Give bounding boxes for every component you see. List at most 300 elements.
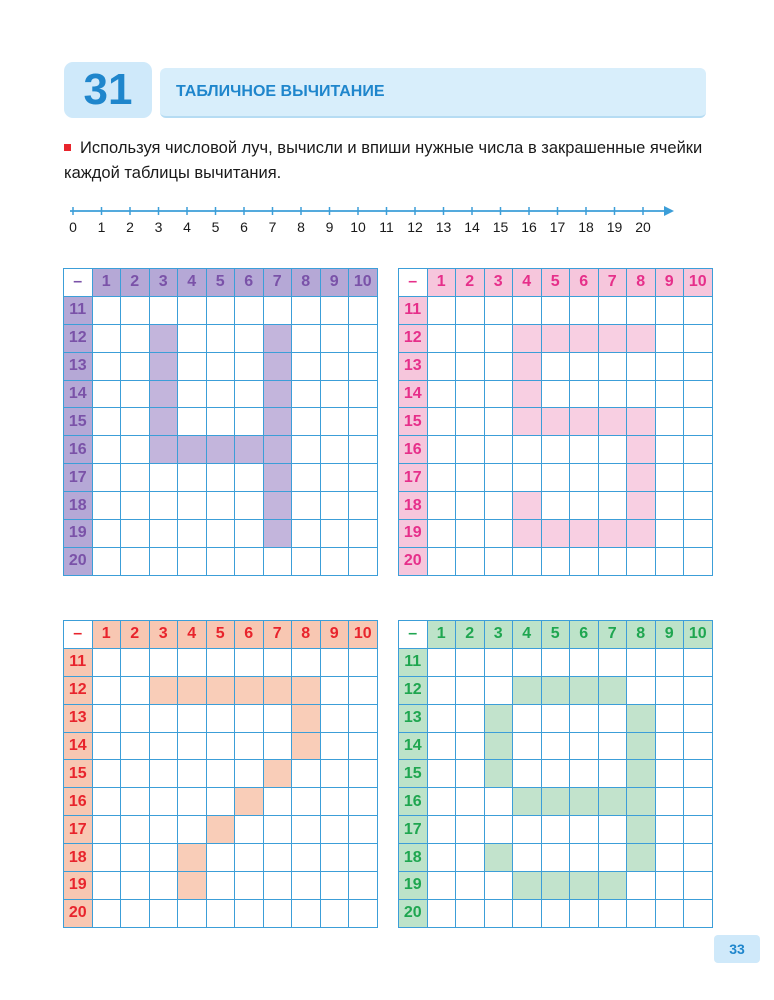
table-cell [484, 648, 513, 676]
shaded-answer-cell[interactable] [149, 352, 178, 380]
shaded-answer-cell[interactable] [541, 676, 570, 704]
table-cell [292, 547, 321, 575]
table-cell [684, 676, 713, 704]
shaded-answer-cell[interactable] [627, 844, 656, 872]
table-cell [427, 648, 456, 676]
number-line-label: 2 [126, 219, 134, 235]
shaded-answer-cell[interactable] [513, 380, 542, 408]
table-cell [349, 844, 378, 872]
table-row [399, 324, 713, 352]
table-row [64, 788, 378, 816]
table-cell [292, 352, 321, 380]
shaded-answer-cell[interactable] [541, 788, 570, 816]
table-cell [206, 296, 235, 324]
column-header: 8 [627, 269, 656, 297]
shaded-answer-cell[interactable] [570, 324, 599, 352]
table-cell [121, 464, 150, 492]
column-header: 9 [320, 621, 349, 649]
column-header: 5 [541, 269, 570, 297]
shaded-answer-cell[interactable] [178, 872, 207, 900]
table-cell [484, 788, 513, 816]
table-cell [263, 732, 292, 760]
table-header-row [64, 269, 378, 297]
shaded-answer-cell[interactable] [513, 872, 542, 900]
table-cell [427, 408, 456, 436]
table-cell [456, 816, 485, 844]
subtraction-table-grid [63, 268, 378, 576]
table-cell [655, 520, 684, 548]
column-header: 2 [456, 269, 485, 297]
number-line-label: 20 [635, 219, 651, 235]
table-cell [484, 872, 513, 900]
number-line-label: 18 [578, 219, 594, 235]
table-cell [655, 704, 684, 732]
table-cell [513, 816, 542, 844]
table-cell [513, 464, 542, 492]
table-cell [541, 296, 570, 324]
shaded-answer-cell[interactable] [263, 324, 292, 352]
table-cell [206, 324, 235, 352]
number-line-label: 8 [297, 219, 305, 235]
column-header: 3 [149, 621, 178, 649]
table-cell [292, 324, 321, 352]
shaded-answer-cell[interactable] [178, 844, 207, 872]
table-cell [121, 520, 150, 548]
shaded-answer-cell[interactable] [598, 676, 627, 704]
column-header: 8 [292, 621, 321, 649]
table-cell [484, 899, 513, 927]
shaded-answer-cell[interactable] [541, 408, 570, 436]
table-cell [684, 296, 713, 324]
column-header: 7 [263, 621, 292, 649]
column-header: 1 [427, 269, 456, 297]
shaded-answer-cell[interactable] [206, 816, 235, 844]
column-header: 10 [684, 621, 713, 649]
table-cell [655, 380, 684, 408]
table-cell [627, 872, 656, 900]
table-cell [684, 788, 713, 816]
table-cell [349, 464, 378, 492]
shaded-answer-cell[interactable] [570, 788, 599, 816]
table-cell [598, 844, 627, 872]
table-cell [235, 547, 264, 575]
table-cell [513, 648, 542, 676]
shaded-answer-cell[interactable] [149, 408, 178, 436]
shaded-answer-cell[interactable] [627, 816, 656, 844]
table-cell [427, 816, 456, 844]
shaded-answer-cell[interactable] [178, 676, 207, 704]
table-cell [320, 676, 349, 704]
table-cell [349, 704, 378, 732]
table-cell [349, 899, 378, 927]
table-cell [427, 352, 456, 380]
table-cell [121, 296, 150, 324]
number-line-label: 4 [183, 219, 191, 235]
table-cell [178, 788, 207, 816]
table-cell [456, 676, 485, 704]
table-cell [235, 520, 264, 548]
table-cell [292, 520, 321, 548]
table-cell [627, 547, 656, 575]
table-cell [178, 408, 207, 436]
row-header: 19 [399, 872, 428, 900]
column-header: 6 [235, 621, 264, 649]
minus-sign: – [399, 269, 428, 297]
shaded-answer-cell[interactable] [627, 464, 656, 492]
shaded-answer-cell[interactable] [235, 676, 264, 704]
shaded-answer-cell[interactable] [598, 788, 627, 816]
shaded-answer-cell[interactable] [627, 788, 656, 816]
table-cell [570, 436, 599, 464]
shaded-answer-cell[interactable] [570, 872, 599, 900]
table-cell [121, 704, 150, 732]
table-cell [655, 872, 684, 900]
table-cell [427, 492, 456, 520]
shaded-answer-cell[interactable] [541, 872, 570, 900]
table-row [64, 816, 378, 844]
table-cell [292, 464, 321, 492]
shaded-answer-cell[interactable] [263, 520, 292, 548]
table-cell [427, 899, 456, 927]
shaded-answer-cell[interactable] [484, 760, 513, 788]
shaded-answer-cell[interactable] [149, 676, 178, 704]
column-header: 5 [206, 621, 235, 649]
table-cell [541, 492, 570, 520]
table-cell [206, 492, 235, 520]
table-cell [456, 872, 485, 900]
shaded-answer-cell[interactable] [513, 408, 542, 436]
table-cell [320, 788, 349, 816]
shaded-answer-cell[interactable] [178, 436, 207, 464]
table-cell [427, 380, 456, 408]
shaded-answer-cell[interactable] [263, 492, 292, 520]
table-cell [121, 436, 150, 464]
table-cell [484, 547, 513, 575]
shaded-answer-cell[interactable] [149, 380, 178, 408]
table-cell [541, 436, 570, 464]
table-cell [570, 704, 599, 732]
table-cell [684, 704, 713, 732]
table-cell [598, 732, 627, 760]
table-cell [206, 844, 235, 872]
table-cell [684, 732, 713, 760]
shaded-answer-cell[interactable] [513, 676, 542, 704]
table-cell [456, 788, 485, 816]
number-line-label: 13 [435, 219, 452, 235]
table-cell [427, 704, 456, 732]
table-cell [655, 816, 684, 844]
shaded-answer-cell[interactable] [627, 520, 656, 548]
shaded-answer-cell[interactable] [484, 732, 513, 760]
table-cell [541, 648, 570, 676]
shaded-answer-cell[interactable] [235, 788, 264, 816]
table-cell [178, 464, 207, 492]
table-cell [570, 648, 599, 676]
table-cell [513, 296, 542, 324]
column-header: 9 [320, 269, 349, 297]
table-cell [541, 704, 570, 732]
shaded-answer-cell[interactable] [149, 436, 178, 464]
column-header: 3 [484, 621, 513, 649]
table-cell [263, 899, 292, 927]
shaded-answer-cell[interactable] [513, 492, 542, 520]
table-cell [292, 788, 321, 816]
table-cell [598, 380, 627, 408]
table-header-row [399, 621, 713, 649]
table-cell [541, 732, 570, 760]
table-cell [320, 296, 349, 324]
shaded-answer-cell[interactable] [541, 520, 570, 548]
table-cell [349, 520, 378, 548]
table-cell [149, 872, 178, 900]
table-cell [92, 380, 121, 408]
shaded-answer-cell[interactable] [263, 464, 292, 492]
table-cell [541, 380, 570, 408]
shaded-answer-cell[interactable] [627, 408, 656, 436]
table-cell [484, 816, 513, 844]
table-cell [149, 648, 178, 676]
table-cell [263, 704, 292, 732]
table-cell [427, 872, 456, 900]
shaded-answer-cell[interactable] [292, 732, 321, 760]
row-header: 12 [399, 324, 428, 352]
shaded-answer-cell[interactable] [513, 788, 542, 816]
table-cell [292, 648, 321, 676]
shaded-answer-cell[interactable] [541, 324, 570, 352]
table-cell [655, 844, 684, 872]
table-cell [598, 436, 627, 464]
table-cell [598, 704, 627, 732]
table-orange [63, 620, 378, 928]
table-cell [292, 816, 321, 844]
number-line-label: 10 [350, 219, 366, 235]
table-cell [206, 899, 235, 927]
table-cell [149, 844, 178, 872]
table-cell [263, 872, 292, 900]
table-row [64, 324, 378, 352]
row-header: 20 [399, 547, 428, 575]
row-header: 14 [64, 732, 93, 760]
shaded-answer-cell[interactable] [627, 704, 656, 732]
table-cell [427, 788, 456, 816]
column-header: 8 [627, 621, 656, 649]
table-cell [570, 899, 599, 927]
table-cell [92, 408, 121, 436]
table-cell [541, 816, 570, 844]
table-cell [92, 732, 121, 760]
table-cell [121, 324, 150, 352]
column-header: 4 [178, 621, 207, 649]
table-cell [206, 547, 235, 575]
table-cell [320, 547, 349, 575]
table-row [64, 408, 378, 436]
table-cell [684, 408, 713, 436]
table-cell [456, 408, 485, 436]
row-header: 17 [399, 464, 428, 492]
row-header: 16 [399, 436, 428, 464]
shaded-answer-cell[interactable] [598, 520, 627, 548]
table-cell [684, 648, 713, 676]
shaded-answer-cell[interactable] [263, 760, 292, 788]
minus-sign: – [64, 621, 93, 649]
shaded-answer-cell[interactable] [598, 324, 627, 352]
row-header: 19 [64, 520, 93, 548]
table-row [399, 520, 713, 548]
number-line-label: 12 [407, 219, 423, 235]
column-header: 6 [570, 621, 599, 649]
shaded-answer-cell[interactable] [598, 872, 627, 900]
table-cell [484, 408, 513, 436]
row-header: 18 [399, 492, 428, 520]
table-cell [92, 492, 121, 520]
shaded-answer-cell[interactable] [513, 352, 542, 380]
table-cell [456, 464, 485, 492]
table-cell [427, 676, 456, 704]
table-cell [598, 492, 627, 520]
shaded-answer-cell[interactable] [292, 704, 321, 732]
table-cell [320, 732, 349, 760]
table-row [64, 547, 378, 575]
table-cell [456, 760, 485, 788]
table-cell [235, 844, 264, 872]
shaded-answer-cell[interactable] [570, 408, 599, 436]
table-cell [427, 296, 456, 324]
row-header: 12 [64, 324, 93, 352]
column-header: 4 [178, 269, 207, 297]
table-cell [541, 352, 570, 380]
row-header: 16 [64, 436, 93, 464]
table-cell [655, 352, 684, 380]
table-cell [121, 380, 150, 408]
row-header: 14 [399, 380, 428, 408]
table-cell [684, 760, 713, 788]
shaded-answer-cell[interactable] [292, 676, 321, 704]
shaded-answer-cell[interactable] [263, 436, 292, 464]
row-header: 17 [64, 464, 93, 492]
table-cell [92, 296, 121, 324]
table-cell [427, 436, 456, 464]
table-cell [206, 872, 235, 900]
row-header: 17 [399, 816, 428, 844]
table-cell [178, 492, 207, 520]
row-header: 16 [399, 788, 428, 816]
table-purple [63, 268, 378, 576]
table-cell [655, 547, 684, 575]
shaded-answer-cell[interactable] [570, 676, 599, 704]
table-cell [178, 352, 207, 380]
instruction-text: Используя числовой луч, вычисли и впиши нужные числа в закрашенные ячейки каждой таблицы вычитания. [64, 139, 703, 182]
table-cell [235, 732, 264, 760]
table-cell [570, 492, 599, 520]
shaded-answer-cell[interactable] [263, 408, 292, 436]
table-green [398, 620, 713, 928]
table-cell [320, 648, 349, 676]
bullet-icon [64, 144, 71, 151]
shaded-answer-cell[interactable] [484, 844, 513, 872]
subtraction-table-grid [63, 620, 378, 928]
table-cell [121, 408, 150, 436]
table-cell [456, 520, 485, 548]
table-cell [206, 520, 235, 548]
table-cell [456, 380, 485, 408]
table-cell [320, 872, 349, 900]
column-header: 1 [427, 621, 456, 649]
shaded-answer-cell[interactable] [627, 492, 656, 520]
table-cell [235, 352, 264, 380]
number-line-label: 11 [379, 219, 394, 235]
table-cell [92, 352, 121, 380]
table-cell [149, 760, 178, 788]
table-cell [263, 547, 292, 575]
row-header: 11 [399, 296, 428, 324]
table-cell [484, 676, 513, 704]
row-header: 20 [399, 899, 428, 927]
table-cell [92, 788, 121, 816]
table-cell [456, 648, 485, 676]
row-header: 20 [64, 899, 93, 927]
shaded-answer-cell[interactable] [206, 676, 235, 704]
table-cell [598, 816, 627, 844]
shaded-answer-cell[interactable] [627, 732, 656, 760]
table-cell [178, 704, 207, 732]
table-cell [456, 324, 485, 352]
lesson-title: ТАБЛИЧНОЕ ВЫЧИТАНИЕ [160, 68, 706, 118]
table-cell [684, 492, 713, 520]
table-cell [349, 760, 378, 788]
table-cell [456, 547, 485, 575]
shaded-answer-cell[interactable] [484, 704, 513, 732]
table-cell [513, 899, 542, 927]
table-cell [292, 436, 321, 464]
number-line-label: 16 [521, 219, 537, 235]
shaded-answer-cell[interactable] [263, 676, 292, 704]
table-cell [513, 704, 542, 732]
shaded-answer-cell[interactable] [263, 352, 292, 380]
subtraction-table-grid [398, 268, 713, 576]
table-row [64, 520, 378, 548]
instruction [64, 136, 724, 186]
table-cell [292, 408, 321, 436]
table-row [64, 352, 378, 380]
shaded-answer-cell[interactable] [513, 324, 542, 352]
table-cell [121, 676, 150, 704]
table-cell [263, 648, 292, 676]
table-cell [320, 704, 349, 732]
row-header: 13 [399, 352, 428, 380]
table-cell [349, 436, 378, 464]
shaded-answer-cell[interactable] [598, 408, 627, 436]
table-cell [263, 816, 292, 844]
shaded-answer-cell[interactable] [570, 520, 599, 548]
table-cell [570, 352, 599, 380]
column-header: 10 [684, 269, 713, 297]
row-header: 13 [399, 704, 428, 732]
shaded-answer-cell[interactable] [627, 436, 656, 464]
table-row [399, 872, 713, 900]
number-line-label: 5 [211, 219, 220, 235]
row-header: 15 [64, 760, 93, 788]
shaded-answer-cell[interactable] [627, 760, 656, 788]
shaded-answer-cell[interactable] [206, 436, 235, 464]
shaded-answer-cell[interactable] [627, 324, 656, 352]
shaded-answer-cell[interactable] [235, 436, 264, 464]
table-cell [655, 296, 684, 324]
shaded-answer-cell[interactable] [263, 380, 292, 408]
table-cell [684, 520, 713, 548]
shaded-answer-cell[interactable] [513, 520, 542, 548]
shaded-answer-cell[interactable] [149, 324, 178, 352]
table-cell [92, 547, 121, 575]
